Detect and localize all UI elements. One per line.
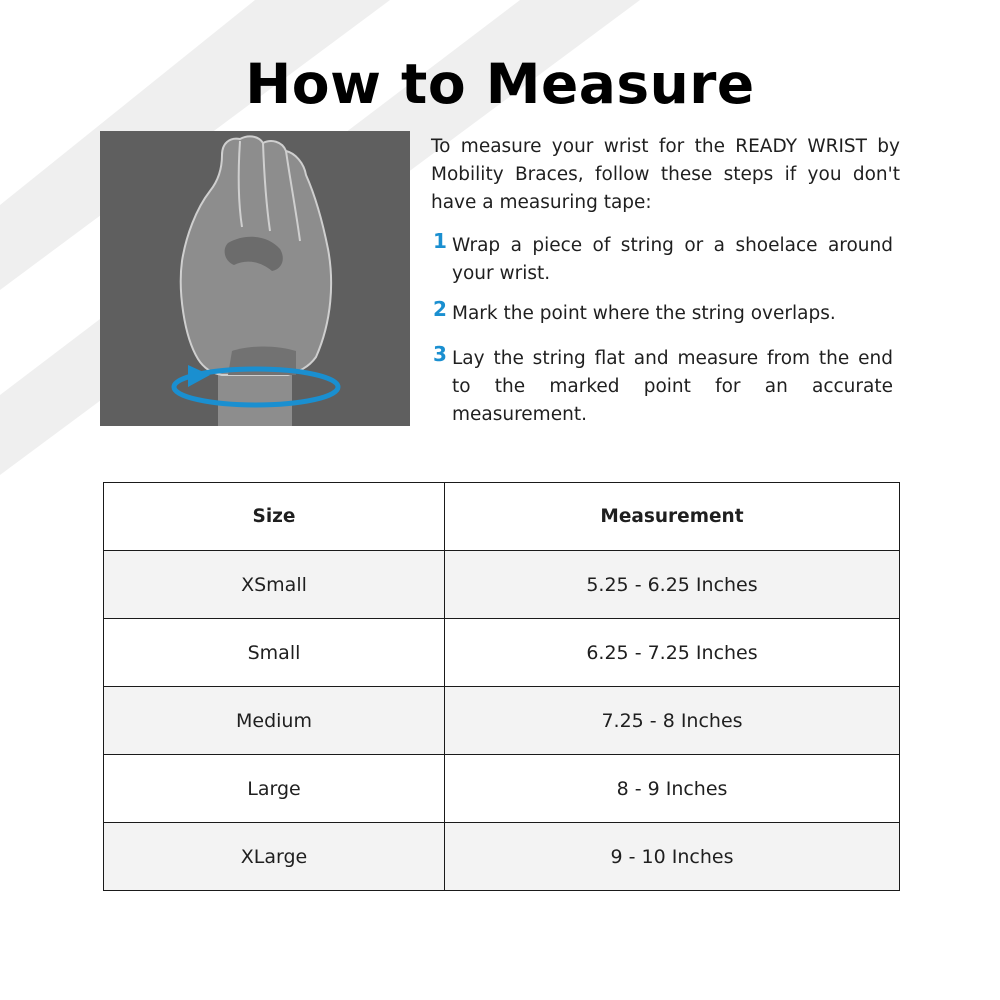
step-text: Wrap a piece of string or a shoelace around your wrist. bbox=[452, 235, 893, 284]
step-1 bbox=[433, 229, 893, 288]
intro-text: To measure your wrist for the READY WRIST by Mobility Braces, follow these steps if you don't have a measuring tape: bbox=[431, 136, 900, 213]
size-cell: Small bbox=[104, 619, 445, 687]
step-number: 1 bbox=[433, 229, 447, 253]
header-measurement: Measurement bbox=[445, 483, 900, 551]
size-cell: Medium bbox=[104, 687, 445, 755]
measurement-cell: 7.25 - 8 Inches bbox=[445, 687, 900, 755]
wrist-measure-icon bbox=[100, 131, 410, 426]
table-row bbox=[104, 687, 900, 755]
table-row bbox=[104, 755, 900, 823]
table-row bbox=[104, 823, 900, 891]
size-cell: Large bbox=[104, 755, 445, 823]
size-cell: XSmall bbox=[104, 551, 445, 619]
measurement-cell: 9 - 10 Inches bbox=[445, 823, 900, 891]
measurement-cell: 5.25 - 6.25 Inches bbox=[445, 551, 900, 619]
table-row bbox=[104, 551, 900, 619]
step-text: Mark the point where the string overlaps. bbox=[452, 303, 836, 324]
size-cell: XLarge bbox=[104, 823, 445, 891]
step-text: Lay the string flat and measure from the end to the marked point for an accurate measurement. bbox=[452, 348, 893, 425]
step-3 bbox=[433, 342, 893, 429]
header-size: Size bbox=[104, 483, 445, 551]
step-number: 3 bbox=[433, 342, 447, 366]
table-row bbox=[104, 619, 900, 687]
step-number: 2 bbox=[433, 297, 447, 321]
page-title: How to Measure bbox=[245, 52, 755, 116]
step-2 bbox=[433, 297, 893, 328]
measurement-cell: 6.25 - 7.25 Inches bbox=[445, 619, 900, 687]
measurement-cell: 8 - 9 Inches bbox=[445, 755, 900, 823]
size-chart-table bbox=[103, 482, 900, 891]
table-header-row bbox=[104, 483, 900, 551]
